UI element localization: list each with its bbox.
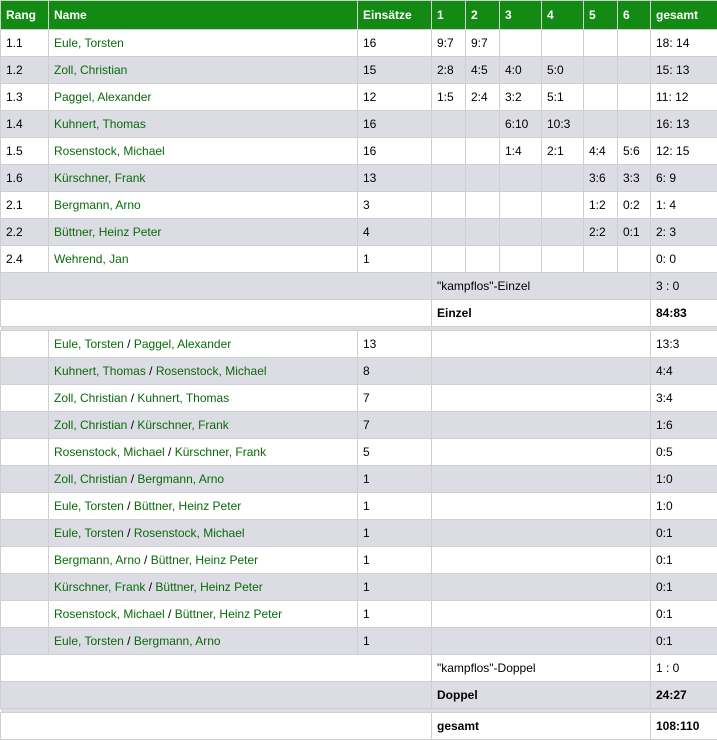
pair-separator: / — [124, 526, 134, 540]
round-5-cell — [584, 84, 618, 111]
rounds-spacer — [432, 466, 651, 493]
player-name-link[interactable]: Eule, Torsten — [54, 526, 124, 540]
pair-separator: / — [145, 580, 155, 594]
singles-row — [1, 192, 717, 219]
pair-names — [49, 358, 358, 385]
gesamt-cell: 18: 14 — [651, 30, 717, 57]
einsaetze-cell: 1 — [358, 628, 432, 655]
doubles-row — [1, 574, 717, 601]
pair-names — [49, 439, 358, 466]
pair-separator: / — [146, 364, 156, 378]
gesamt-cell: 1:0 — [651, 466, 717, 493]
einsaetze-cell: 7 — [358, 412, 432, 439]
round-6-cell: 0:1 — [618, 219, 651, 246]
einsaetze-cell: 8 — [358, 358, 432, 385]
round-5-cell: 1:2 — [584, 192, 618, 219]
rounds-spacer — [432, 385, 651, 412]
rounds-spacer — [432, 520, 651, 547]
rounds-spacer — [432, 547, 651, 574]
summary-spacer — [1, 300, 432, 327]
gesamt-cell: 3:4 — [651, 385, 717, 412]
round-4-cell — [542, 192, 584, 219]
round-4-cell — [542, 246, 584, 273]
doubles-row — [1, 439, 717, 466]
round-3-cell — [500, 192, 542, 219]
doubles-summary-row — [1, 682, 717, 709]
player-name-link[interactable]: Eule, Torsten — [54, 337, 124, 351]
summary-value: 24:27 — [651, 682, 717, 709]
einsaetze-cell: 1 — [358, 466, 432, 493]
player-name-link[interactable]: Kürschner, Frank — [137, 418, 228, 432]
rang-cell — [1, 466, 49, 493]
total-label: gesamt — [432, 713, 651, 740]
player-name-link[interactable]: Rosenstock, Michael — [54, 445, 165, 459]
rang-cell — [1, 412, 49, 439]
col-header-gesamt: gesamt — [651, 1, 717, 30]
col-header-5: 5 — [584, 1, 618, 30]
pair-separator: / — [127, 391, 137, 405]
summary-spacer — [1, 273, 432, 300]
player-name-link[interactable]: Paggel, Alexander — [134, 337, 231, 351]
round-5-cell: 3:6 — [584, 165, 618, 192]
round-4-cell: 10:3 — [542, 111, 584, 138]
player-name-link[interactable]: Bergmann, Arno — [49, 192, 358, 219]
rang-cell: 1.5 — [1, 138, 49, 165]
gesamt-cell: 1: 4 — [651, 192, 717, 219]
round-3-cell: 6:10 — [500, 111, 542, 138]
player-name-link[interactable]: Paggel, Alexander — [49, 84, 358, 111]
einsaetze-cell: 1 — [358, 601, 432, 628]
pair-separator: / — [165, 445, 175, 459]
player-name-link[interactable]: Büttner, Heinz Peter — [155, 580, 262, 594]
round-1-cell — [432, 165, 466, 192]
player-name-link[interactable]: Zoll, Christian — [54, 418, 127, 432]
round-1-cell: 1:5 — [432, 84, 466, 111]
rang-cell: 2.4 — [1, 246, 49, 273]
summary-label: Einzel — [432, 300, 651, 327]
rounds-spacer — [432, 601, 651, 628]
round-2-cell — [466, 219, 500, 246]
rang-cell: 2.2 — [1, 219, 49, 246]
gesamt-cell: 0:1 — [651, 520, 717, 547]
round-5-cell: 2:2 — [584, 219, 618, 246]
col-header-rang: Rang — [1, 1, 49, 30]
rang-cell — [1, 358, 49, 385]
round-4-cell: 5:1 — [542, 84, 584, 111]
doubles-row — [1, 547, 717, 574]
einsaetze-cell: 1 — [358, 547, 432, 574]
rang-cell: 1.4 — [1, 111, 49, 138]
col-header-6: 6 — [618, 1, 651, 30]
pair-names — [49, 493, 358, 520]
summary-value: 1 : 0 — [651, 655, 717, 682]
round-6-cell: 0:2 — [618, 192, 651, 219]
einsaetze-cell: 1 — [358, 520, 432, 547]
player-name-link[interactable]: Kuhnert, Thomas — [54, 364, 146, 378]
rang-cell — [1, 331, 49, 358]
gesamt-cell: 4:4 — [651, 358, 717, 385]
singles-row — [1, 138, 717, 165]
round-1-cell: 9:7 — [432, 30, 466, 57]
rang-cell — [1, 628, 49, 655]
rounds-spacer — [432, 493, 651, 520]
gesamt-cell: 0:1 — [651, 628, 717, 655]
einsaetze-cell: 15 — [358, 57, 432, 84]
player-name-link[interactable]: Bergmann, Arno — [134, 634, 221, 648]
player-name-link[interactable]: Büttner, Heinz Peter — [151, 553, 258, 567]
total-row — [1, 713, 717, 740]
round-5-cell — [584, 246, 618, 273]
round-1-cell — [432, 219, 466, 246]
player-name-link[interactable]: Eule, Torsten — [49, 30, 358, 57]
summary-value: 3 : 0 — [651, 273, 717, 300]
pair-separator: / — [127, 418, 137, 432]
einsaetze-cell: 13 — [358, 331, 432, 358]
round-2-cell — [466, 138, 500, 165]
summary-spacer — [1, 713, 432, 740]
rang-cell: 1.1 — [1, 30, 49, 57]
gesamt-cell: 1:6 — [651, 412, 717, 439]
gesamt-cell: 12: 15 — [651, 138, 717, 165]
player-name-link[interactable]: Büttner, Heinz Peter — [175, 607, 282, 621]
round-6-cell: 3:3 — [618, 165, 651, 192]
singles-summary-row — [1, 300, 717, 327]
doubles-row — [1, 493, 717, 520]
doubles-row — [1, 331, 717, 358]
gesamt-cell: 1:0 — [651, 493, 717, 520]
singles-row — [1, 219, 717, 246]
doubles-row — [1, 628, 717, 655]
einsaetze-cell: 16 — [358, 111, 432, 138]
pair-names — [49, 547, 358, 574]
doubles-summary-row — [1, 655, 717, 682]
rang-cell — [1, 601, 49, 628]
singles-row — [1, 111, 717, 138]
pair-separator: / — [124, 337, 134, 351]
summary-spacer — [1, 655, 432, 682]
round-5-cell: 4:4 — [584, 138, 618, 165]
player-name-link[interactable]: Eule, Torsten — [54, 634, 124, 648]
col-header-einsaetze: Einsätze — [358, 1, 432, 30]
player-name-link[interactable]: Zoll, Christian — [49, 57, 358, 84]
rang-cell — [1, 520, 49, 547]
player-name-link[interactable]: Kürschner, Frank — [175, 445, 266, 459]
round-5-cell — [584, 111, 618, 138]
col-header-name: Name — [49, 1, 358, 30]
gesamt-cell: 2: 3 — [651, 219, 717, 246]
round-3-cell: 4:0 — [500, 57, 542, 84]
rounds-spacer — [432, 628, 651, 655]
doubles-row — [1, 601, 717, 628]
round-3-cell: 1:4 — [500, 138, 542, 165]
gesamt-cell: 6: 9 — [651, 165, 717, 192]
player-name-link[interactable]: Zoll, Christian — [54, 391, 127, 405]
player-name-link[interactable]: Büttner, Heinz Peter — [134, 499, 241, 513]
player-name-link[interactable]: Rosenstock, Michael — [156, 364, 267, 378]
singles-row — [1, 165, 717, 192]
round-4-cell: 2:1 — [542, 138, 584, 165]
summary-label: "kampflos"-Doppel — [432, 655, 651, 682]
round-2-cell: 2:4 — [466, 84, 500, 111]
total-value: 108:110 — [651, 713, 717, 740]
player-name-link[interactable]: Kürschner, Frank — [54, 580, 145, 594]
header-row — [1, 1, 717, 30]
gesamt-cell: 0:1 — [651, 601, 717, 628]
einsaetze-cell: 4 — [358, 219, 432, 246]
round-4-cell: 5:0 — [542, 57, 584, 84]
summary-value: 84:83 — [651, 300, 717, 327]
player-name-link[interactable]: Rosenstock, Michael — [54, 607, 165, 621]
round-1-cell — [432, 138, 466, 165]
einsaetze-cell: 13 — [358, 165, 432, 192]
doubles-row — [1, 466, 717, 493]
pair-names — [49, 574, 358, 601]
rang-cell — [1, 547, 49, 574]
col-header-3: 3 — [500, 1, 542, 30]
doubles-row — [1, 412, 717, 439]
round-1-cell: 2:8 — [432, 57, 466, 84]
player-name-link[interactable]: Rosenstock, Michael — [49, 138, 358, 165]
singles-row — [1, 57, 717, 84]
round-2-cell: 4:5 — [466, 57, 500, 84]
player-name-link[interactable]: Kürschner, Frank — [49, 165, 358, 192]
doubles-row — [1, 358, 717, 385]
gesamt-cell: 13:3 — [651, 331, 717, 358]
pair-names — [49, 520, 358, 547]
round-6-cell — [618, 30, 651, 57]
round-6-cell — [618, 111, 651, 138]
rounds-spacer — [432, 439, 651, 466]
round-1-cell — [432, 192, 466, 219]
singles-row — [1, 84, 717, 111]
round-2-cell — [466, 246, 500, 273]
singles-summary-row — [1, 273, 717, 300]
round-3-cell — [500, 246, 542, 273]
col-header-1: 1 — [432, 1, 466, 30]
rang-cell: 1.2 — [1, 57, 49, 84]
pair-names — [49, 601, 358, 628]
gesamt-cell: 11: 12 — [651, 84, 717, 111]
round-6-cell — [618, 246, 651, 273]
gesamt-cell: 0:5 — [651, 439, 717, 466]
rang-cell — [1, 439, 49, 466]
player-name-link[interactable]: Kuhnert, Thomas — [49, 111, 358, 138]
pair-names — [49, 466, 358, 493]
doubles-row — [1, 520, 717, 547]
round-1-cell — [432, 111, 466, 138]
singles-row — [1, 246, 717, 273]
round-2-cell — [466, 192, 500, 219]
round-4-cell — [542, 219, 584, 246]
rang-cell: 1.6 — [1, 165, 49, 192]
player-name-link[interactable]: Eule, Torsten — [54, 499, 124, 513]
round-4-cell — [542, 165, 584, 192]
player-name-link[interactable]: Bergmann, Arno — [137, 472, 224, 486]
rang-cell: 2.1 — [1, 192, 49, 219]
round-5-cell — [584, 57, 618, 84]
round-5-cell — [584, 30, 618, 57]
round-2-cell: 9:7 — [466, 30, 500, 57]
col-header-4: 4 — [542, 1, 584, 30]
rang-cell: 1.3 — [1, 84, 49, 111]
gesamt-cell: 16: 13 — [651, 111, 717, 138]
doubles-row — [1, 385, 717, 412]
summary-spacer — [1, 682, 432, 709]
rounds-spacer — [432, 331, 651, 358]
pair-separator: / — [165, 607, 175, 621]
gesamt-cell: 0:1 — [651, 574, 717, 601]
rounds-spacer — [432, 358, 651, 385]
round-2-cell — [466, 165, 500, 192]
einsaetze-cell: 1 — [358, 574, 432, 601]
pair-names — [49, 412, 358, 439]
player-name-link[interactable]: Bergmann, Arno — [54, 553, 141, 567]
gesamt-cell: 0: 0 — [651, 246, 717, 273]
rang-cell — [1, 574, 49, 601]
round-3-cell — [500, 30, 542, 57]
summary-label: Doppel — [432, 682, 651, 709]
einsaetze-cell: 3 — [358, 192, 432, 219]
pair-names — [49, 331, 358, 358]
rang-cell — [1, 493, 49, 520]
gesamt-cell: 0:1 — [651, 547, 717, 574]
einsaetze-cell: 5 — [358, 439, 432, 466]
round-6-cell — [618, 84, 651, 111]
player-name-link[interactable]: Büttner, Heinz Peter — [49, 219, 358, 246]
einsaetze-cell: 1 — [358, 493, 432, 520]
round-3-cell: 3:2 — [500, 84, 542, 111]
round-6-cell: 5:6 — [618, 138, 651, 165]
einsaetze-cell: 1 — [358, 246, 432, 273]
gesamt-cell: 15: 13 — [651, 57, 717, 84]
col-header-2: 2 — [466, 1, 500, 30]
summary-label: "kampflos"-Einzel — [432, 273, 651, 300]
round-3-cell — [500, 165, 542, 192]
pair-separator: / — [124, 634, 134, 648]
pair-names — [49, 385, 358, 412]
round-4-cell — [542, 30, 584, 57]
round-1-cell — [432, 246, 466, 273]
pair-names — [49, 628, 358, 655]
einsaetze-cell: 16 — [358, 138, 432, 165]
rounds-spacer — [432, 574, 651, 601]
player-name-link[interactable]: Wehrend, Jan — [49, 246, 358, 273]
player-name-link[interactable]: Zoll, Christian — [54, 472, 127, 486]
round-2-cell — [466, 111, 500, 138]
round-3-cell — [500, 219, 542, 246]
round-6-cell — [618, 57, 651, 84]
einsaetze-cell: 7 — [358, 385, 432, 412]
pair-separator: / — [127, 472, 137, 486]
einsaetze-cell: 16 — [358, 30, 432, 57]
pair-separator: / — [124, 499, 134, 513]
rounds-spacer — [432, 412, 651, 439]
pair-separator: / — [141, 553, 151, 567]
player-name-link[interactable]: Rosenstock, Michael — [134, 526, 245, 540]
player-name-link[interactable]: Kuhnert, Thomas — [137, 391, 229, 405]
einsaetze-cell: 12 — [358, 84, 432, 111]
singles-row — [1, 30, 717, 57]
rang-cell — [1, 385, 49, 412]
